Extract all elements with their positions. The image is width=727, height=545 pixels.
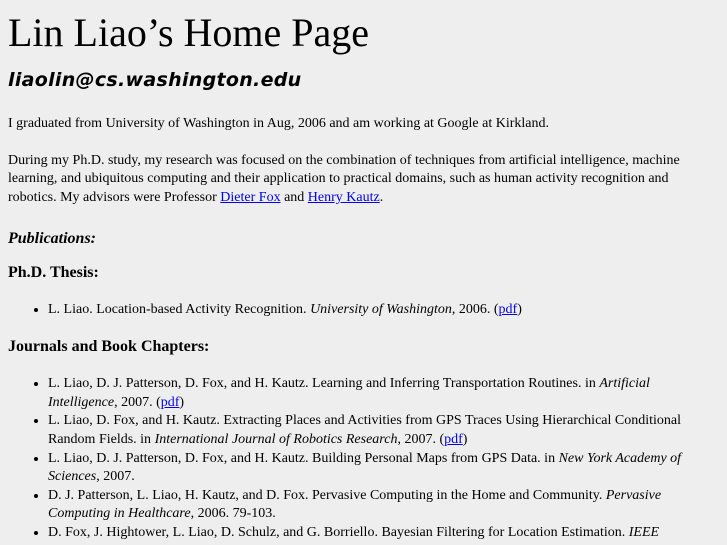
journals-heading: Journals and Book Chapters: — [8, 337, 210, 355]
pdf-link-1[interactable]: pdf — [160, 394, 180, 410]
italic-text: Pervasive Computing in Healthcare — [48, 487, 662, 522]
thesis-pdf-link[interactable]: pdf — [498, 302, 518, 318]
page-title: Lin Liao’s Home Page — [8, 10, 370, 55]
journals-list — [8, 375, 719, 542]
italic-text: International Journal of Robotics Research — [154, 431, 398, 447]
journal-item: • L. Liao, D. J. Patterson, D. Fox, and H. Kautz. Building Personal Maps from GPS Data. in New York Academy of Sciences, 2007. — [48, 450, 719, 487]
henry-kautz-link[interactable]: Henry Kautz — [307, 190, 380, 206]
thesis-list — [8, 301, 719, 320]
italic-text: Artificial Intelligence — [48, 376, 650, 410]
journal-item: • L. Liao, D. Fox, and H. Kautz. Extracting Places and Activities from GPS Traces Using Hierarchical Conditional Random Fields. in International Journal of Robotics Research, 2007. (pdf) — [48, 412, 719, 449]
pdf-link-2[interactable]: pdf — [444, 431, 463, 447]
thesis-heading: Ph.D. Thesis: — [8, 263, 99, 281]
italic-text: University of Washington — [310, 302, 452, 318]
email-address: liaolin@cs.washington.edu — [8, 69, 302, 91]
dieter-fox-link[interactable]: Dieter Fox — [220, 190, 281, 206]
italic-text: IEEE — [628, 524, 660, 540]
research-paragraph: During my Ph.D. study, my research was focused on the combination of techniques from artificial intelligence, machine learning, and ubiquitous computing and their application to practical domains, such as human activity recognition and robotics. My advisors were Professor Dieter Fox and Henry Kautz. — [8, 152, 680, 206]
italic-text: New York Academy of Sciences — [48, 450, 682, 485]
journal-item: • D. J. Patterson, L. Liao, H. Kautz, and D. Fox. Pervasive Computing in the Home and Community. Pervasive Computing in Healthcare, 2006. 79-103. — [48, 487, 719, 524]
journal-item: • L. Liao, D. J. Patterson, D. Fox, and H. Kautz. Learning and Inferring Transportation Routines. in Artificial Intelligence, 2007. (pdf) — [48, 375, 719, 412]
journal-item: • D. Fox, J. Hightower, L. Liao, D. Schulz, and G. Borriello. Bayesian Filtering for Location Estimation. IEEE — [48, 524, 719, 543]
publications-heading: Publications: — [8, 229, 97, 247]
thesis-item: • L. Liao. Location-based Activity Recognition. University of Washington, 2006. (pdf) — [48, 301, 719, 320]
intro-paragraph: I graduated from University of Washington in Aug, 2006 and am working at Google at Kirkland. — [8, 116, 550, 132]
